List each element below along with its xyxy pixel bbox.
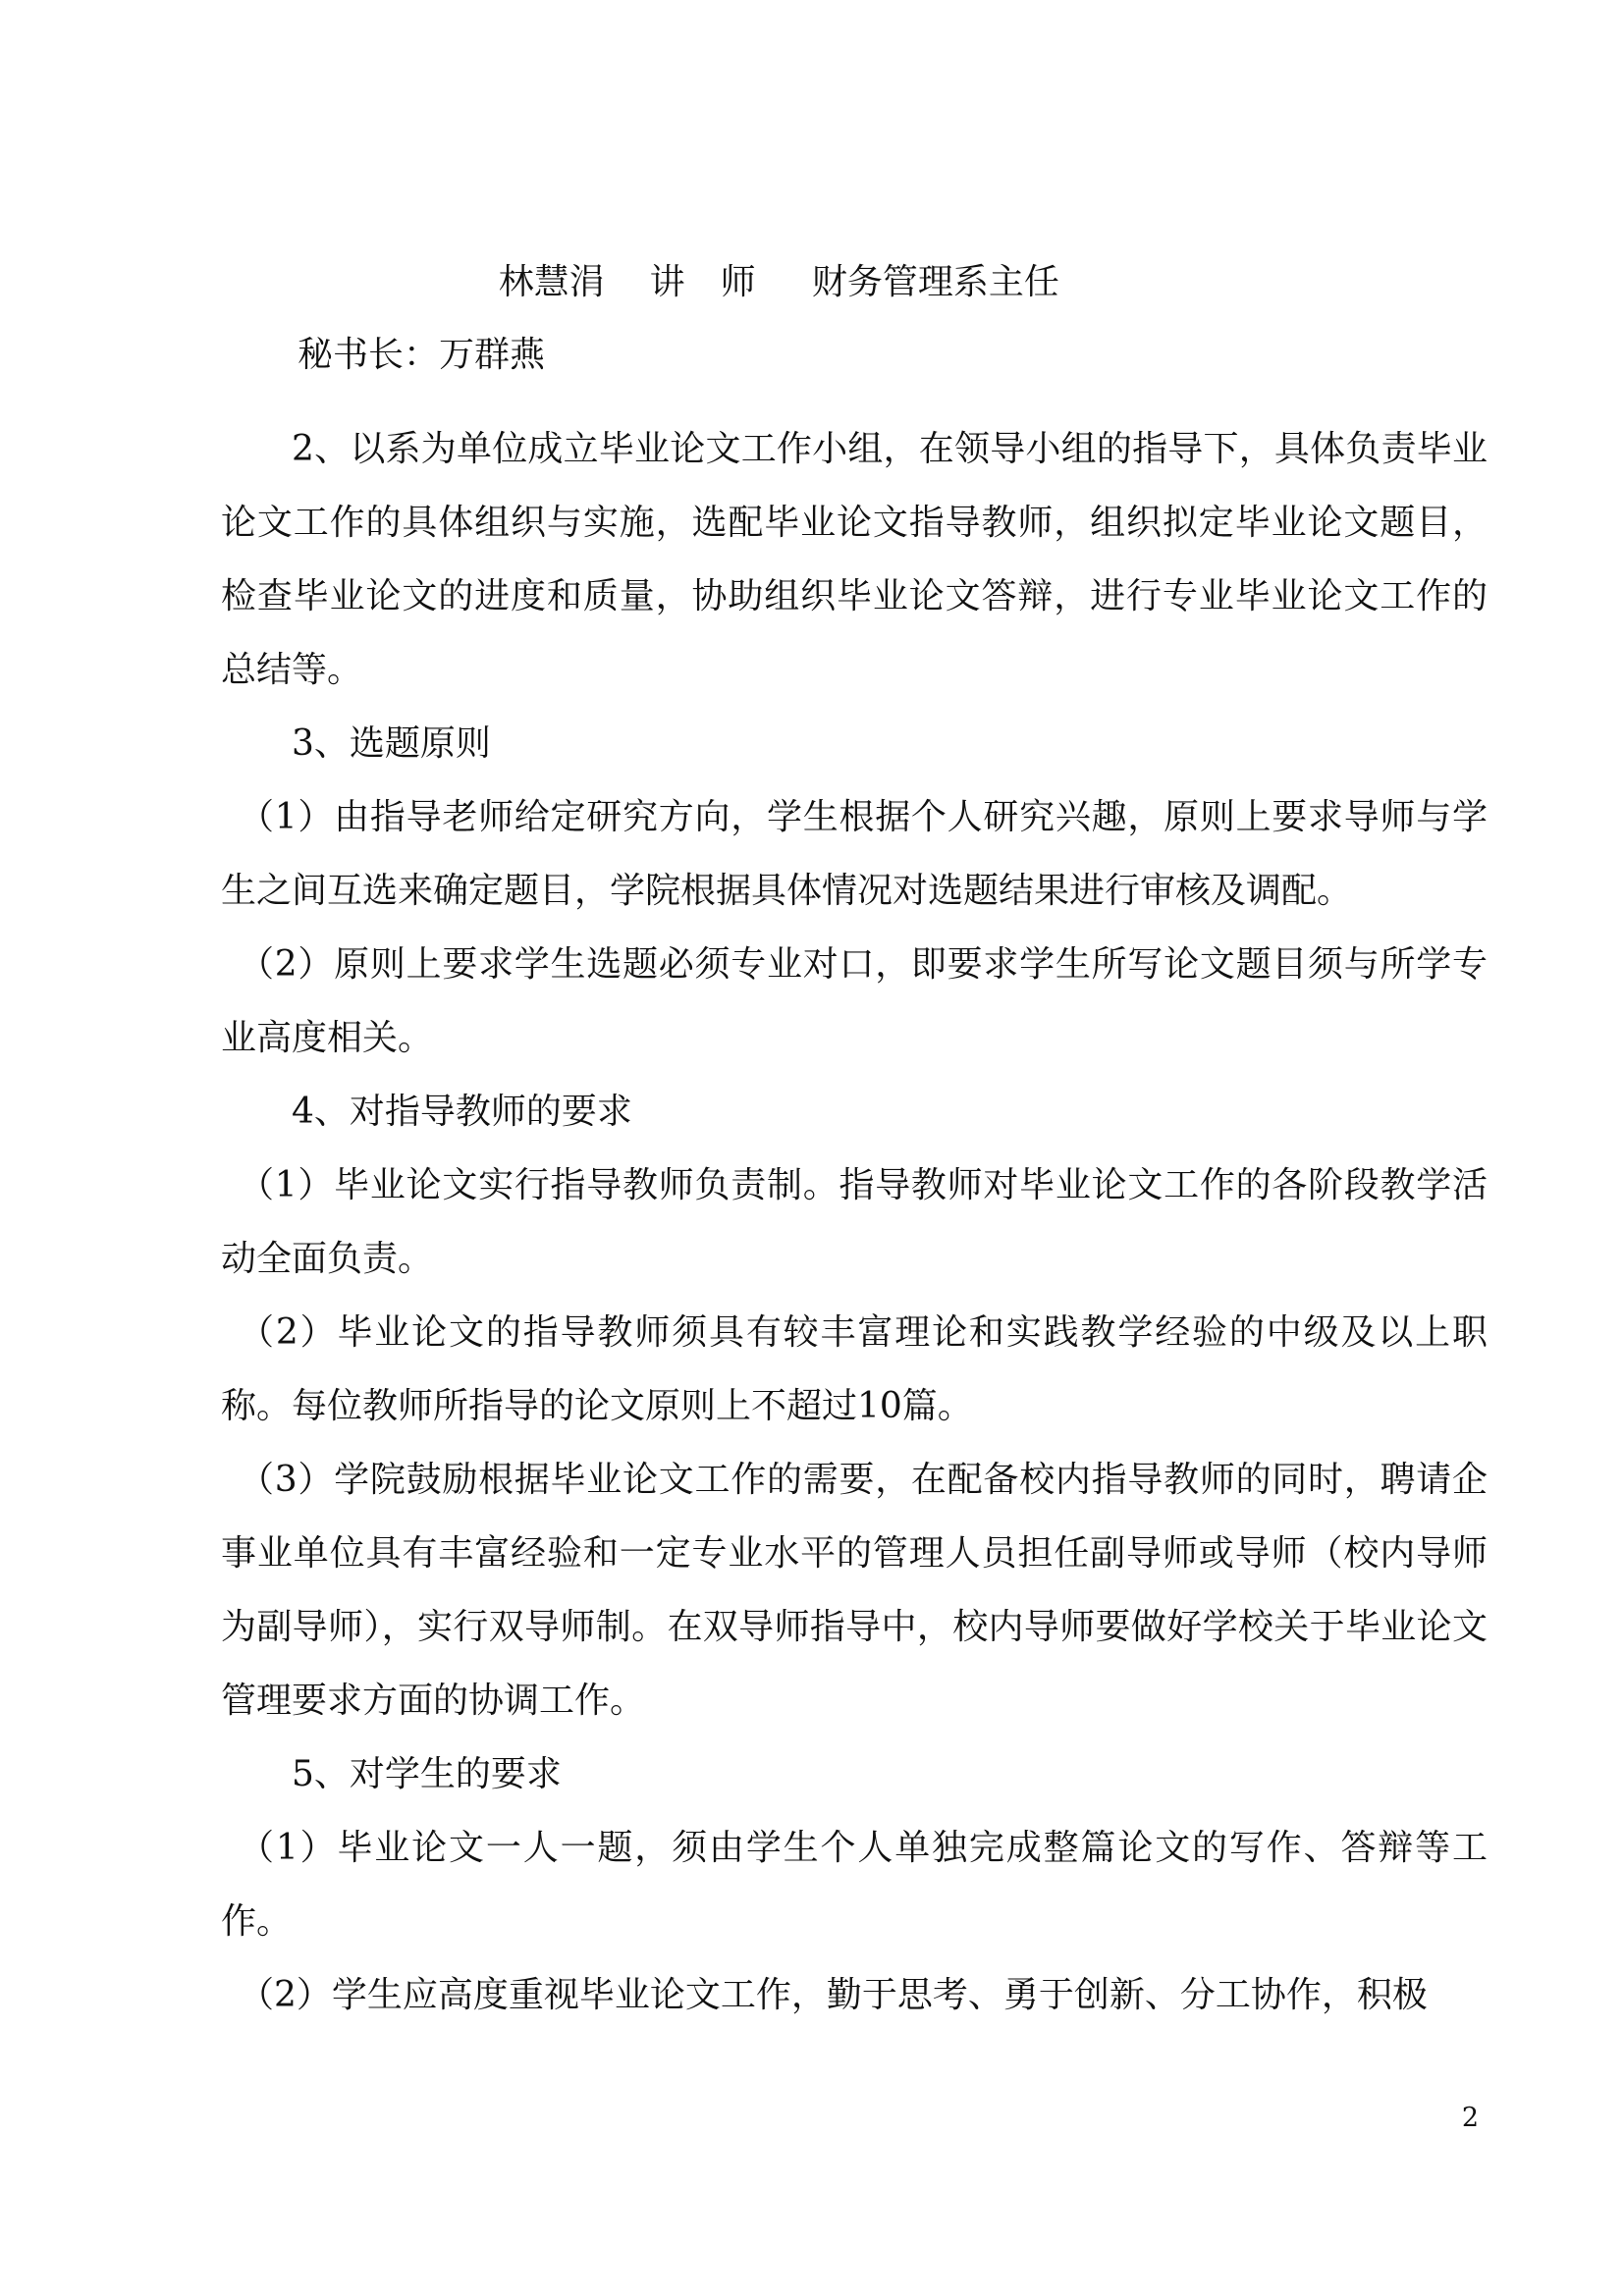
- paragraph-3-1: （1）由指导老师给定研究方向，学生根据个人研究兴趣，原则上要求导师与学生之间互选来确定题目，学院根据具体情况对选题结果进行审核及调配。: [221, 797, 1488, 911]
- paragraph-5-2: （2）学生应高度重视毕业论文工作，勤于思考、勇于创新、分工协作，积极: [239, 1975, 1428, 2015]
- section-heading-4: 4、对指导教师的要求: [292, 1092, 632, 1132]
- paragraph-4-1: （1）毕业论文实行指导教师负责制。指导教师对毕业论文工作的各阶段教学活动全面负责。: [221, 1165, 1488, 1279]
- page-number: 2: [1461, 2103, 1479, 2133]
- member-title: 讲 师: [649, 262, 756, 302]
- committee-member-line: [454, 218, 1059, 347]
- member-name: 林慧涓: [498, 262, 605, 302]
- paragraph-3-2: （2）原则上要求学生选题必须专业对口，即要求学生所写论文题目须与所学专业高度相关。: [221, 944, 1488, 1058]
- member-spacer: [756, 262, 812, 302]
- paragraph-2: 2、以系为单位成立毕业论文工作小组，在领导小组的指导下，具体负责毕业论文工作的具体组织与实施，选配毕业论文指导教师，组织拟定毕业论文题目，检查毕业论文的进度和质量，协助组织毕业论文答辩，进行专业毕业论文工作的总结等。: [221, 429, 1488, 690]
- member-role: 财务管理系主任: [811, 262, 1059, 302]
- section-heading-5: 5、对学生的要求: [292, 1754, 562, 1794]
- paragraph-5-1: （1）毕业论文一人一题，须由学生个人单独完成整篇论文的写作、答辩等工作。: [221, 1828, 1488, 1942]
- paragraph-4-2: （2）毕业论文的指导教师须具有较丰富理论和实践教学经验的中级及以上职称。每位教师所指导的论文原则上不超过10篇。: [221, 1312, 1488, 1426]
- paragraph-4-3: （3）学院鼓励根据毕业论文工作的需要，在配备校内指导教师的同时，聘请企事业单位具有丰富经验和一定专业水平的管理人员担任副导师或导师（校内导师为副导师），实行双导师制。在双导师指导中，校内导师要做好学校关于毕业论文管理要求方面的协调工作。: [221, 1460, 1488, 1721]
- section-heading-3: 3、选题原则: [292, 723, 491, 764]
- member-spacer: [605, 262, 650, 302]
- secretary-line: 秘书长：万群燕: [298, 335, 546, 375]
